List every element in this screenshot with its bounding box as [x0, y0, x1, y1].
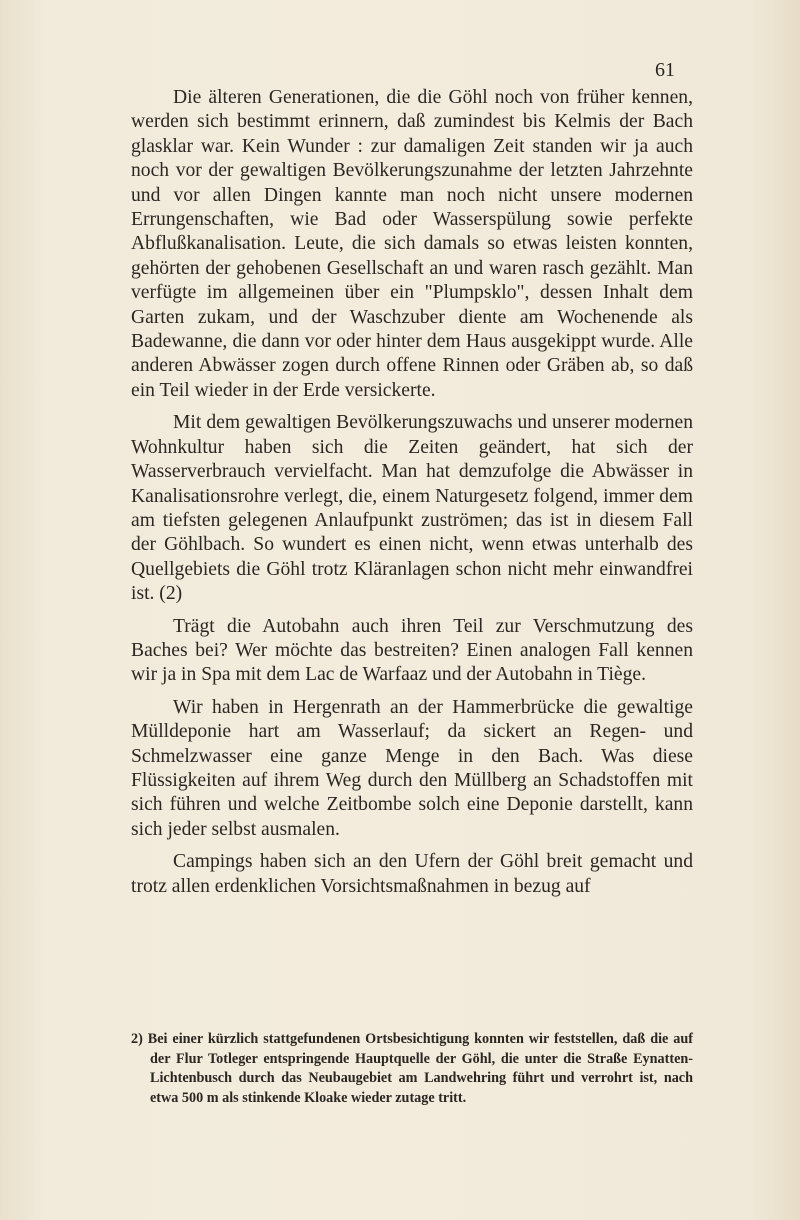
paragraph: Mit dem gewaltigen Bevölkerungszuwachs und unserer modernen Wohnkultur haben sich die Zeiten geändert, hat sich der Wasserverbrauch vervielfacht. Man hat demzufolge die Abwässer in Kanalisationsrohre verlegt, die, einem Naturgesetz folgend, immer dem am tiefsten gelegenen Anlaufpunkt zuströmen; das ist in diesem Fall der Göhlbach. So wundert es einen nicht, wenn etwas unterhalb des Quellgebiets die Göhl trotz Kläranlagen schon nicht mehr einwandfrei ist. (2)	[131, 412, 693, 605]
paragraph: Campings haben sich an den Ufern der Göhl breit gemacht und trotz allen erdenklichen Vorsichtsmaßnahmen in bezug auf	[131, 851, 693, 897]
page-number: 61	[655, 59, 675, 81]
paragraph: Trägt die Autobahn auch ihren Teil zur Verschmutzung des Baches bei? Wer möchte das bestreiten? Einen analogen Fall kennen wir ja in Spa mit dem Lac de Warfaaz und der Autobahn in Tiège.	[131, 615, 693, 686]
body-text	[131, 86, 693, 907]
footnote	[131, 1030, 693, 1108]
footnote-text: 2) Bei einer kürzlich stattgefundenen Ortsbesichtigung konnten wir feststellen, daß die auf der Flur Totleger entspringende Hauptquelle der Göhl, die unter die Straße Eynatten-Lichtenbusch durch das Neubaugebiet am Landwehring führt und verrohrt ist, nach etwa 500 m als stinkende Kloake wieder zutage tritt.	[131, 1031, 693, 1106]
paragraph: Wir haben in Hergenrath an der Hammerbrücke die gewaltige Mülldeponie hart am Wasserlauf; da sickert an Regen- und Schmelzwasser eine ganze Menge in den Bach. Was diese Flüssigkeiten auf ihrem Weg durch den Müllberg an Schadstoffen mit sich führen und welche Zeitbombe solch eine Deponie darstellt, kann sich jeder selbst ausmalen.	[131, 696, 693, 840]
paragraph: Die älteren Generationen, die die Göhl noch von früher kennen, werden sich bestimmt erinnern, daß zumindest bis Kelmis der Bach glasklar war. Kein Wunder : zur damaligen Zeit standen wir ja auch noch vor der gewaltigen Bevölkerungszunahme der letzten Jahrzehnte und vor allen Dingen kannte man noch nicht unsere modernen Errungenschaften, wie Bad oder Wasserspülung sowie perfekte Abflußkanalisation. Leute, die sich damals so etwas leisten konnten, gehörten der gehobenen Gesellschaft an und waren rasch gezählt. Man verfügte im allgemeinen über ein "Plumpsklo", dessen Inhalt dem Garten zukam, und der Waschzuber diente am Wochenende als Badewanne, die dann vor oder hinter dem Haus ausgekippt wurde. Alle anderen Abwässer zogen durch offene Rinnen oder Gräben ab, so daß ein Teil wieder in der Erde versickerte.	[131, 87, 693, 401]
